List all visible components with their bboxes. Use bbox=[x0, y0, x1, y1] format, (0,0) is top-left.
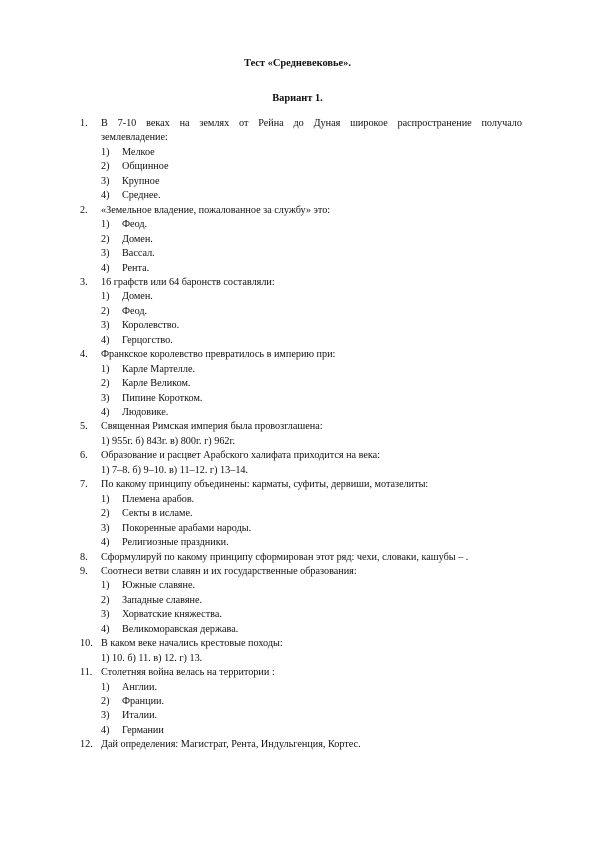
inline-options: 1) 955г. б) 843г. в) 800г. г) 962г. bbox=[101, 435, 236, 447]
option-text: Пипине Коротком. bbox=[122, 392, 203, 404]
question-text: Дай определения: Магистрат, Рента, Индульгенция, Кортес. bbox=[101, 739, 361, 751]
option-number: 4) bbox=[101, 334, 110, 346]
question-number: 8. bbox=[80, 551, 88, 563]
option-number: 4) bbox=[101, 262, 110, 274]
option-text: Вассал. bbox=[122, 248, 155, 260]
question-number: 12. bbox=[80, 739, 93, 751]
option-text: Крупное bbox=[122, 175, 160, 187]
option-number: 1) bbox=[101, 580, 110, 592]
option-text: Франции. bbox=[122, 696, 165, 707]
option-text: Южные славяне. bbox=[122, 580, 196, 592]
option-number: 2) bbox=[101, 696, 110, 707]
question-text: 16 графств или 64 баронств составляли: bbox=[101, 276, 275, 288]
option-number: 1) bbox=[101, 146, 110, 158]
variant-heading: Вариант 1. bbox=[272, 93, 323, 104]
question-text-continuation: землевладение: bbox=[101, 132, 168, 144]
option-number: 4) bbox=[101, 724, 110, 736]
option-number: 1) bbox=[101, 219, 110, 231]
question-number: 6. bbox=[80, 450, 88, 462]
option-text: Англии. bbox=[122, 681, 158, 693]
question-text: Сформулируй по какому принципу сформирован этот ряд: чехи, словаки, кашубы – . bbox=[101, 551, 469, 563]
question-text bbox=[101, 117, 522, 131]
option-number: 4) bbox=[101, 623, 110, 635]
option-text: Общинное bbox=[122, 161, 169, 173]
option-text: Германии bbox=[122, 724, 164, 736]
option-text: Хорватские княжества. bbox=[122, 609, 222, 621]
option-number: 4) bbox=[101, 190, 110, 202]
option-number: 3) bbox=[101, 710, 110, 722]
option-text: Карле Великом. bbox=[122, 378, 191, 390]
question-number: 5. bbox=[80, 421, 88, 433]
question-word: В bbox=[101, 118, 108, 129]
option-text: Секты в исламе. bbox=[122, 508, 193, 520]
question-word: Рейна bbox=[258, 118, 284, 129]
question-word: распространение bbox=[397, 118, 472, 129]
inline-options: 1) 7–8. б) 9–10. в) 11–12. г) 13–14. bbox=[101, 464, 249, 476]
question-word: получало bbox=[481, 118, 522, 129]
question-text: В каком веке начались крестовые походы: bbox=[101, 638, 283, 650]
question-text: Столетняя война велась на территории : bbox=[101, 667, 275, 679]
option-text: Карле Мартелле. bbox=[122, 363, 196, 375]
document-title: Тест «Средневековье». bbox=[244, 58, 351, 69]
option-text: Западные славяне. bbox=[122, 594, 203, 606]
question-word: веках bbox=[146, 118, 170, 129]
option-number: 2) bbox=[101, 305, 110, 317]
option-number: 1) bbox=[101, 291, 110, 303]
option-number: 4) bbox=[101, 537, 110, 549]
question-text: «Земельное владение, пожалованное за службу» это: bbox=[101, 204, 331, 216]
question-number: 9. bbox=[80, 565, 88, 577]
option-text: Герцогство. bbox=[122, 334, 173, 346]
question-text: Образование и расцвет Арабского халифата приходится на века: bbox=[101, 450, 381, 462]
option-text: Людовике. bbox=[122, 407, 169, 418]
question-word: от bbox=[239, 118, 249, 129]
question-number: 10. bbox=[80, 638, 93, 650]
question-text: Священная Римская империя была провозглашена: bbox=[101, 421, 323, 433]
question-number: 11. bbox=[80, 667, 93, 679]
question-number: 4. bbox=[80, 349, 88, 361]
option-number: 1) bbox=[101, 493, 110, 505]
option-text: Рента. bbox=[122, 262, 150, 274]
question-word: землях bbox=[199, 118, 230, 129]
option-number: 3) bbox=[101, 522, 110, 534]
question-word: широкое bbox=[350, 118, 388, 129]
option-number: 3) bbox=[101, 175, 110, 187]
question-number: 1. bbox=[80, 118, 88, 129]
question-number: 3. bbox=[80, 276, 88, 288]
inline-options: 1) 10. б) 11. в) 12. г) 13. bbox=[101, 652, 203, 664]
option-text: Королевство. bbox=[122, 320, 180, 332]
question-word: 7-10 bbox=[117, 118, 137, 129]
option-number: 3) bbox=[101, 248, 110, 260]
option-text: Племена арабов. bbox=[122, 493, 195, 505]
option-number: 2) bbox=[101, 378, 110, 390]
option-text: Феод. bbox=[122, 219, 148, 231]
option-number: 3) bbox=[101, 392, 110, 404]
option-text: Покоренные арабами народы. bbox=[122, 522, 252, 534]
option-number: 2) bbox=[101, 233, 110, 245]
option-number: 2) bbox=[101, 161, 110, 173]
option-number: 2) bbox=[101, 508, 110, 520]
option-text: Мелкое bbox=[122, 146, 155, 158]
question-text: По какому принципу объединены: карматы, суфиты, дервиши, мотазелиты: bbox=[101, 479, 429, 491]
option-number: 1) bbox=[101, 681, 110, 693]
question-word: до bbox=[293, 118, 304, 129]
question-word: на bbox=[179, 118, 190, 129]
option-number: 3) bbox=[101, 320, 110, 332]
question-text: Соотнеси ветви славян и их государственные образования: bbox=[101, 565, 357, 577]
question-word: Дуная bbox=[313, 118, 341, 129]
option-number: 2) bbox=[101, 594, 110, 606]
question-number: 7. bbox=[80, 479, 88, 491]
option-text: Феод. bbox=[122, 305, 148, 317]
option-text: Великоморавская держава. bbox=[122, 623, 239, 635]
option-text: Италии. bbox=[122, 710, 158, 722]
option-number: 4) bbox=[101, 407, 110, 418]
option-text: Среднее. bbox=[122, 190, 161, 202]
option-number: 1) bbox=[101, 363, 110, 375]
question-text: Франкское королевство превратилось в империю при: bbox=[101, 349, 336, 361]
option-text: Религиозные праздники. bbox=[122, 537, 229, 549]
option-text: Домен. bbox=[122, 291, 153, 303]
option-number: 3) bbox=[101, 609, 110, 621]
option-text: Домен. bbox=[122, 233, 153, 245]
question-number: 2. bbox=[80, 204, 88, 216]
